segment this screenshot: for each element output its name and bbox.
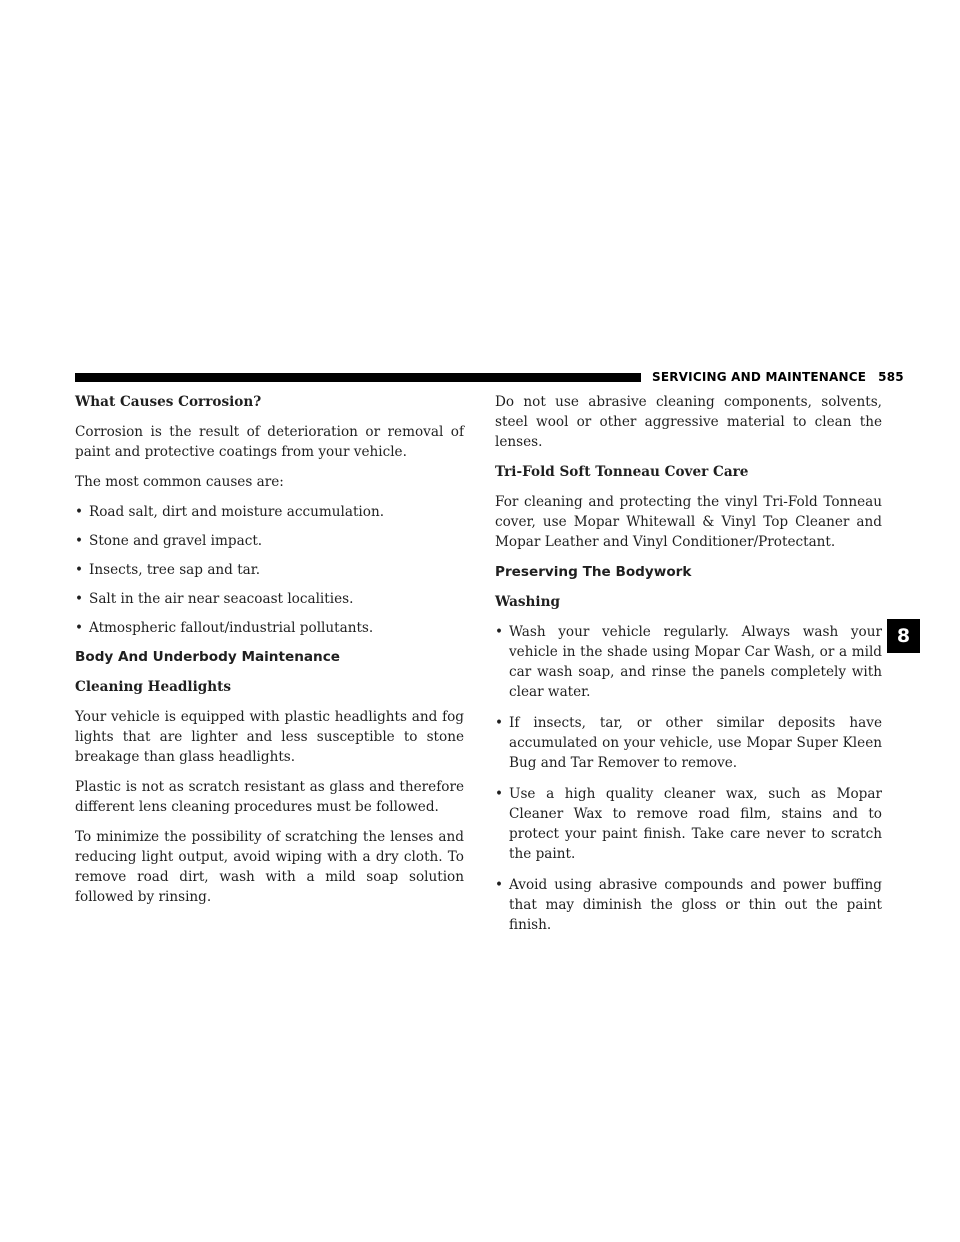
heading-tonneau-cover-care: Tri-Fold Soft Tonneau Cover Care (495, 464, 749, 480)
list-item: • Atmospheric fallout/industrial pollutants. (75, 620, 374, 636)
bullet-icon: • (495, 786, 504, 802)
bullet-icon: • (495, 624, 504, 640)
washing-list (495, 622, 882, 935)
paragraph-headlights-2: Plastic is not as scratch resistant as glass and therefore different lens cleaning procedures must be followed. (75, 779, 464, 815)
list-item: • If insects, tar, or other similar deposits have accumulated on your vehicle, use Mopar Super Kleen Bug and Tar Remover to remove. (495, 715, 882, 771)
list-item: • Wash your vehicle regularly. Always wash your vehicle in the shade using Mopar Car Wash, or a mild car wash soap, and rinse the panels completely with clear water. (495, 624, 882, 700)
left-column (75, 392, 464, 917)
paragraph-headlights-1: Your vehicle is equipped with plastic headlights and fog lights that are lighter and less susceptible to stone breakage than glass headlights. (75, 709, 464, 765)
heading-what-causes-corrosion: What Causes Corrosion? (75, 394, 262, 410)
list-item: • Use a high quality cleaner wax, such as Mopar Cleaner Wax to remove road film, stains and to protect your paint finish. Take care never to scratch the paint. (495, 786, 882, 862)
heading-cleaning-headlights: Cleaning Headlights (75, 679, 232, 695)
bullet-icon: • (495, 715, 504, 731)
bullet-icon: • (75, 591, 84, 607)
paragraph-causes-intro: The most common causes are: (75, 474, 284, 490)
list-item: • Stone and gravel impact. (75, 533, 263, 549)
heading-preserving-bodywork: Preserving The Bodywork (495, 564, 692, 580)
list-item: • Insects, tree sap and tar. (75, 562, 261, 578)
causes-list (75, 502, 464, 638)
paragraph-abrasive: Do not use abrasive cleaning components, solvents, steel wool or other aggressive material to clean the lenses. (495, 394, 882, 450)
chapter-tab: 8 (887, 619, 920, 653)
heading-body-underbody-maintenance: Body And Underbody Maintenance (75, 649, 341, 665)
bullet-icon: • (75, 504, 84, 520)
list-item: • Avoid using abrasive compounds and power buffing that may diminish the gloss or thin out the paint finish. (495, 877, 882, 933)
bullet-icon: • (75, 562, 84, 578)
paragraph-corrosion: Corrosion is the result of deterioration or removal of paint and protective coatings from your vehicle. (75, 424, 464, 460)
paragraph-headlights-3: To minimize the possibility of scratching the lenses and reducing light output, avoid wiping with a dry cloth. To remove road dirt, wash with a mild soap solution followed by rinsing. (75, 829, 464, 905)
section-title: SERVICING AND MAINTENANCE (652, 370, 867, 384)
header-rule (75, 373, 641, 382)
heading-washing: Washing (495, 594, 560, 610)
page-number: 585 (878, 370, 904, 384)
running-header (652, 370, 904, 384)
bullet-icon: • (75, 620, 84, 636)
bullet-icon: • (495, 877, 504, 893)
list-item: • Road salt, dirt and moisture accumulation. (75, 504, 385, 520)
right-column (495, 392, 882, 946)
paragraph-tonneau: For cleaning and protecting the vinyl Tri-Fold Tonneau cover, use Mopar Whitewall & Vinyl Top Cleaner and Mopar Leather and Vinyl Conditioner/Protectant. (495, 494, 882, 550)
list-item: • Salt in the air near seacoast localities. (75, 591, 354, 607)
bullet-icon: • (75, 533, 84, 549)
